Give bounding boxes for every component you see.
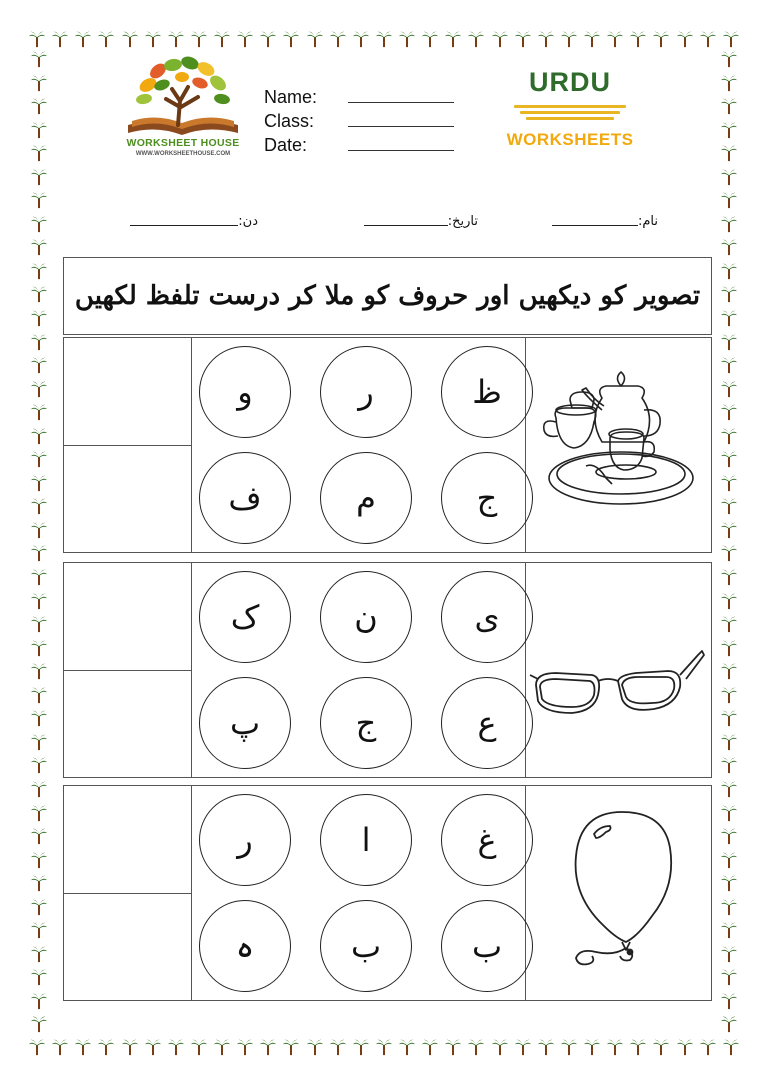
palm-tree-icon: [30, 992, 48, 1010]
palm-tree-icon: [720, 427, 738, 445]
letter-circle[interactable]: ر: [320, 346, 412, 438]
student-info-fields: [264, 87, 464, 159]
letter-circle[interactable]: ج: [441, 452, 533, 544]
palm-tree-icon: [259, 1038, 277, 1056]
letter-circle[interactable]: ظ: [441, 346, 533, 438]
palm-tree-icon: [97, 30, 115, 48]
palm-tree-icon: [213, 30, 231, 48]
palm-tree-icon: [720, 191, 738, 209]
palm-tree-icon: [30, 215, 48, 233]
palm-tree-icon: [421, 30, 439, 48]
palm-tree-icon: [720, 450, 738, 468]
palm-tree-icon: [720, 568, 738, 586]
palm-tree-icon: [720, 756, 738, 774]
palm-tree-icon: [720, 238, 738, 256]
urdu-title: URDU: [529, 67, 611, 97]
palm-tree-icon: [30, 639, 48, 657]
palm-tree-icon: [720, 497, 738, 515]
palm-tree-icon: [30, 285, 48, 303]
letter-circle[interactable]: غ: [441, 794, 533, 886]
palm-tree-icon: [720, 333, 738, 351]
palm-tree-icon: [30, 780, 48, 798]
palm-tree-icon: [30, 309, 48, 327]
palm-tree-icon: [30, 191, 48, 209]
palm-tree-icon: [30, 733, 48, 751]
urdu-name-field[interactable]: [552, 214, 658, 229]
palm-tree-icon: [30, 921, 48, 939]
palm-tree-icon: [421, 1038, 439, 1056]
answer-box[interactable]: [64, 786, 192, 894]
palm-tree-icon: [720, 262, 738, 280]
palm-tree-icon: [491, 1038, 509, 1056]
palm-tree-icon: [30, 615, 48, 633]
letter-circle[interactable]: ب: [441, 900, 533, 992]
urdu-name-line[interactable]: [552, 224, 638, 226]
palm-tree-icon: [236, 30, 254, 48]
border-left: [28, 50, 50, 1034]
palm-tree-icon: [30, 238, 48, 256]
palm-tree-icon: [30, 568, 48, 586]
answer-box[interactable]: [64, 563, 192, 671]
palm-tree-icon: [720, 474, 738, 492]
palm-tree-icon: [167, 30, 185, 48]
palm-tree-icon: [720, 898, 738, 916]
palm-tree-icon: [30, 74, 48, 92]
palm-tree-icon: [699, 1038, 717, 1056]
urdu-worksheets-logo: [492, 67, 648, 157]
urdu-day-field[interactable]: [130, 214, 258, 229]
border-top: [28, 26, 740, 52]
palm-tree-icon: [30, 121, 48, 139]
palm-tree-icon: [720, 97, 738, 115]
urdu-day-label: دن:: [238, 214, 258, 229]
palm-tree-icon: [606, 1038, 624, 1056]
palm-tree-icon: [720, 380, 738, 398]
palm-tree-icon: [444, 1038, 462, 1056]
palm-tree-icon: [720, 921, 738, 939]
palm-tree-icon: [236, 1038, 254, 1056]
palm-tree-icon: [676, 30, 694, 48]
palm-tree-icon: [629, 1038, 647, 1056]
letter-circle[interactable]: ج: [320, 677, 412, 769]
exercise-section: [63, 337, 712, 553]
urdu-date-label: تاریخ:: [447, 214, 478, 229]
palm-tree-icon: [467, 30, 485, 48]
palm-tree-icon: [560, 30, 578, 48]
tea-set-icon: [526, 338, 711, 552]
palm-tree-icon: [30, 544, 48, 562]
palm-tree-icon: [720, 639, 738, 657]
palm-tree-icon: [398, 30, 416, 48]
class-field[interactable]: [264, 111, 464, 135]
palm-tree-icon: [190, 1038, 208, 1056]
palm-tree-icon: [720, 50, 738, 68]
glasses-icon: [526, 563, 711, 777]
palm-tree-icon: [720, 521, 738, 539]
palm-tree-icon: [514, 1038, 532, 1056]
palm-tree-icon: [30, 851, 48, 869]
palm-tree-icon: [720, 309, 738, 327]
palm-tree-icon: [720, 168, 738, 186]
palm-tree-icon: [720, 121, 738, 139]
palm-tree-icon: [30, 403, 48, 421]
palm-tree-icon: [30, 474, 48, 492]
palm-tree-icon: [30, 427, 48, 445]
class-label: Class:: [264, 111, 315, 131]
border-right: [718, 50, 740, 1034]
palm-tree-icon: [30, 97, 48, 115]
name-line[interactable]: [348, 101, 454, 103]
palm-tree-icon: [144, 1038, 162, 1056]
urdu-info-row: [118, 214, 658, 238]
palm-tree-icon: [720, 592, 738, 610]
palm-tree-icon: [259, 30, 277, 48]
palm-tree-icon: [560, 1038, 578, 1056]
palm-tree-icon: [375, 1038, 393, 1056]
letter-grid: [192, 338, 526, 552]
palm-tree-icon: [720, 968, 738, 986]
palm-tree-icon: [720, 851, 738, 869]
palm-tree-icon: [121, 1038, 139, 1056]
palm-tree-icon: [375, 30, 393, 48]
palm-tree-icon: [213, 1038, 231, 1056]
palm-tree-icon: [30, 144, 48, 162]
urdu-day-line[interactable]: [130, 224, 238, 226]
palm-tree-icon: [28, 30, 46, 48]
palm-tree-icon: [444, 30, 462, 48]
palm-tree-icon: [720, 662, 738, 680]
palm-tree-icon: [720, 1015, 738, 1033]
palm-tree-icon: [606, 30, 624, 48]
palm-tree-icon: [30, 662, 48, 680]
worksheet-header: [118, 55, 658, 165]
exercise-section: [63, 562, 712, 778]
letter-circle[interactable]: ا: [320, 794, 412, 886]
palm-tree-icon: [144, 30, 162, 48]
palm-tree-icon: [282, 1038, 300, 1056]
urdu-date-line[interactable]: [364, 224, 448, 226]
answer-box[interactable]: [64, 445, 192, 553]
letter-grid: [192, 563, 526, 777]
palm-tree-icon: [676, 1038, 694, 1056]
palm-tree-icon: [282, 30, 300, 48]
palm-tree-icon: [30, 450, 48, 468]
instruction-text: تصویر کو دیکھیں اور حروف کو ملا کر درست تلفظ لکھیں: [74, 281, 701, 311]
palm-tree-icon: [121, 30, 139, 48]
brand-name: WORKSHEET HOUSE: [126, 137, 240, 149]
letter-circle[interactable]: پ: [199, 677, 291, 769]
palm-tree-icon: [720, 945, 738, 963]
palm-tree-icon: [30, 333, 48, 351]
palm-tree-icon: [30, 592, 48, 610]
palm-tree-icon: [28, 1038, 46, 1056]
palm-tree-icon: [720, 403, 738, 421]
palm-tree-icon: [306, 1038, 324, 1056]
palm-tree-icon: [720, 827, 738, 845]
date-field[interactable]: [264, 135, 464, 159]
urdu-name-label: نام:: [637, 214, 658, 229]
letter-circle[interactable]: و: [199, 346, 291, 438]
palm-tree-icon: [167, 1038, 185, 1056]
palm-tree-icon: [537, 1038, 555, 1056]
palm-tree-icon: [30, 804, 48, 822]
palm-tree-icon: [720, 285, 738, 303]
palm-tree-icon: [51, 30, 69, 48]
palm-tree-icon: [352, 30, 370, 48]
book-stripes-icon: [514, 105, 626, 123]
palm-tree-icon: [30, 709, 48, 727]
palm-tree-icon: [720, 733, 738, 751]
palm-tree-icon: [30, 1015, 48, 1033]
date-line[interactable]: [348, 149, 454, 151]
palm-tree-icon: [699, 30, 717, 48]
brand-url: WWW.WORKSHEETHOUSE.COM: [135, 151, 231, 157]
palm-tree-icon: [720, 874, 738, 892]
palm-tree-icon: [720, 992, 738, 1010]
letter-circle[interactable]: ف: [199, 452, 291, 544]
palm-tree-icon: [30, 521, 48, 539]
instruction-box: [63, 257, 712, 335]
palm-tree-icon: [30, 945, 48, 963]
worksheets-title: WORKSHEETS: [506, 130, 634, 149]
palm-tree-icon: [720, 356, 738, 374]
name-label: Name:: [264, 87, 318, 107]
palm-tree-icon: [720, 74, 738, 92]
palm-tree-icon: [30, 50, 48, 68]
palm-tree-icon: [51, 1038, 69, 1056]
exercise-section: [63, 785, 712, 1001]
letter-circle[interactable]: ی: [441, 571, 533, 663]
palm-tree-icon: [329, 1038, 347, 1056]
tree-book-logo-icon: [118, 55, 248, 139]
date-label: Date:: [264, 135, 308, 155]
palm-tree-icon: [583, 1038, 601, 1056]
palm-tree-icon: [720, 144, 738, 162]
palm-tree-icon: [74, 1038, 92, 1056]
palm-tree-icon: [352, 1038, 370, 1056]
letter-circle[interactable]: ع: [441, 677, 533, 769]
palm-tree-icon: [30, 874, 48, 892]
palm-tree-icon: [97, 1038, 115, 1056]
palm-tree-icon: [329, 30, 347, 48]
palm-tree-icon: [30, 262, 48, 280]
palm-tree-icon: [722, 30, 740, 48]
glasses-picture: [526, 563, 711, 777]
answer-box[interactable]: [64, 670, 192, 778]
worksheet-house-logo: [118, 55, 248, 165]
palm-tree-icon: [30, 686, 48, 704]
letter-circle[interactable]: ن: [320, 571, 412, 663]
palm-tree-icon: [720, 215, 738, 233]
palm-tree-icon: [720, 615, 738, 633]
palm-tree-icon: [629, 30, 647, 48]
palm-tree-icon: [190, 30, 208, 48]
urdu-date-field[interactable]: [364, 214, 478, 229]
palm-tree-icon: [30, 756, 48, 774]
tea-set-picture: [526, 338, 711, 552]
palm-tree-icon: [491, 30, 509, 48]
name-field[interactable]: [264, 87, 464, 111]
palm-tree-icon: [30, 168, 48, 186]
palm-tree-icon: [514, 30, 532, 48]
palm-tree-icon: [722, 1038, 740, 1056]
palm-tree-icon: [720, 544, 738, 562]
palm-tree-icon: [652, 30, 670, 48]
border-bottom: [28, 1034, 740, 1060]
balloon-icon: [526, 786, 711, 1000]
palm-tree-icon: [30, 356, 48, 374]
palm-tree-icon: [467, 1038, 485, 1056]
answer-box[interactable]: [64, 338, 192, 446]
palm-tree-icon: [74, 30, 92, 48]
palm-tree-icon: [537, 30, 555, 48]
letter-circle[interactable]: م: [320, 452, 412, 544]
palm-tree-icon: [583, 30, 601, 48]
balloon-picture: [526, 786, 711, 1000]
palm-tree-icon: [720, 780, 738, 798]
palm-tree-icon: [30, 497, 48, 515]
palm-tree-icon: [720, 686, 738, 704]
letter-circle[interactable]: ک: [199, 571, 291, 663]
palm-tree-icon: [652, 1038, 670, 1056]
letter-circle[interactable]: ہ: [199, 900, 291, 992]
palm-tree-icon: [398, 1038, 416, 1056]
answer-box[interactable]: [64, 893, 192, 1001]
letter-circle[interactable]: ر: [199, 794, 291, 886]
palm-tree-icon: [30, 380, 48, 398]
palm-tree-icon: [720, 709, 738, 727]
letter-circle[interactable]: ب: [320, 900, 412, 992]
palm-tree-icon: [306, 30, 324, 48]
letter-grid: [192, 786, 526, 1000]
palm-tree-icon: [30, 968, 48, 986]
palm-tree-icon: [30, 898, 48, 916]
class-line[interactable]: [348, 125, 454, 127]
palm-tree-icon: [30, 827, 48, 845]
palm-tree-icon: [720, 804, 738, 822]
